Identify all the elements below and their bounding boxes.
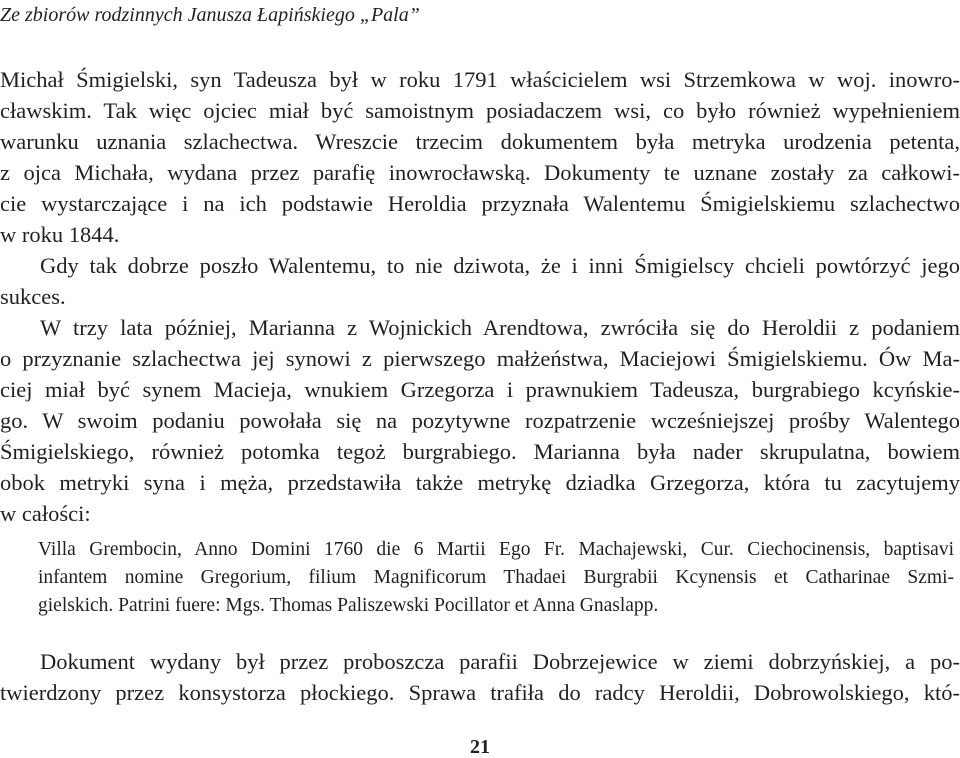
text-line: o przyznanie szlachectwa jej synowi z pierwszego małżeństwa, Maciejowi Śmigielskiemu. Ów Ma-	[0, 346, 960, 371]
text-line: Dokument wydany był przez proboszcza parafii Dobrzejewice w ziemi dobrzyńskiej, a po-	[40, 649, 960, 674]
text-line: cławskim. Tak więc ojciec miał być samoistnym posiadaczem wsi, co było również wypełnieniem	[0, 98, 960, 123]
quote-line: gielskich. Patrini fuere: Mgs. Thomas Paliszewski Pocillator et Anna Gnaslapp.	[38, 595, 659, 616]
text-line: twierdzony przez konsystorza płockiego. Sprawa trafiła do radcy Heroldii, Dobrowolskiego, któ-	[0, 680, 960, 705]
text-line: Śmigielskiego, również potomka tegoż burgrabiego. Marianna była nader skrupulatna, bowiem	[0, 439, 960, 464]
quoted-birth-record	[38, 536, 954, 620]
text-line: sukces.	[0, 284, 66, 309]
running-head: Ze zbiorów rodzinnych Janusza Łapińskiego „Pala”	[0, 4, 420, 26]
text-line: w roku 1844.	[0, 222, 120, 247]
text-line: Gdy tak dobrze poszło Walentemu, to nie dziwota, że i inni Śmigielscy chcieli powtórzyć jego	[40, 253, 960, 278]
main-text	[0, 64, 960, 529]
text-line: z ojca Michała, wydana przez parafię inowrocławską. Dokumenty te uznane zostały za całkowi-	[0, 160, 960, 185]
text-line: ciej miał być synem Macieja, wnukiem Grzegorza i prawnukiem Tadeusza, burgrabiego kcyńskie-	[0, 377, 960, 402]
page-number: 21	[470, 736, 490, 758]
text-line: cie wystarczające i na ich podstawie Heroldia przyznała Walentemu Śmigielskiemu szlachectwo	[0, 191, 960, 216]
closing-paragraph	[0, 646, 960, 708]
text-line: obok metryki syna i męża, przedstawiła także metrykę dziadka Grzegorza, która tu zacytujemy	[0, 470, 960, 495]
text-line: w całości:	[0, 501, 91, 526]
text-line: go. W swoim podaniu powołała się na pozytywne rozpatrzenie wcześniejszej prośby Walentego	[0, 408, 960, 433]
text-line: W trzy lata później, Marianna z Wojnickich Arendtowa, zwróciła się do Heroldii z podaniem	[40, 315, 960, 340]
text-line: Michał Śmigielski, syn Tadeusza był w roku 1791 właścicielem wsi Strzemkowa w woj. inowro-	[0, 67, 960, 92]
text-line: warunku uznania szlachectwa. Wreszcie trzecim dokumentem była metryka urodzenia petenta,	[0, 129, 960, 154]
quote-line: Villa Grembocin, Anno Domini 1760 die 6 Martii Ego Fr. Machajewski, Cur. Ciechocinensis, baptisavi	[38, 539, 954, 560]
quote-line: infantem nomine Gregorium, filium Magnificorum Thadaei Burgrabii Kcynensis et Catharinae Szmi-	[38, 567, 954, 588]
